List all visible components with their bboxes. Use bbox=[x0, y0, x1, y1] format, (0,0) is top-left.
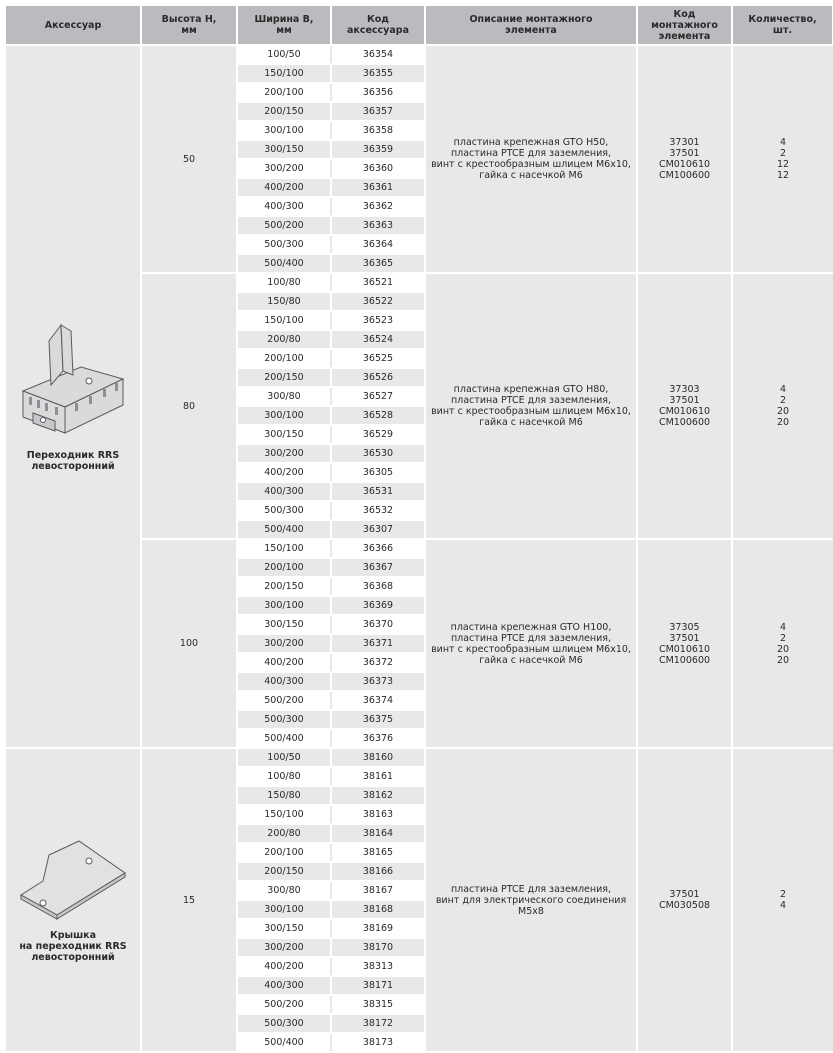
code-cell: 36525 bbox=[331, 349, 425, 368]
code-cell: 36375 bbox=[331, 710, 425, 729]
code-cell: 38170 bbox=[331, 938, 425, 957]
quantities-text: 4 2 20 20 bbox=[776, 384, 790, 428]
description-cell bbox=[425, 45, 637, 273]
width-cell: 500/400 bbox=[237, 1033, 331, 1052]
mount-code-cell bbox=[637, 273, 732, 539]
header-width: Ширина B, мм bbox=[237, 6, 331, 45]
code-cell: 38173 bbox=[331, 1033, 425, 1052]
width-cell: 200/100 bbox=[237, 83, 331, 102]
quantity-cell bbox=[732, 748, 833, 1052]
width-cell: 400/200 bbox=[237, 178, 331, 197]
width-cell: 300/150 bbox=[237, 425, 331, 444]
code-cell: 36371 bbox=[331, 634, 425, 653]
mount-code-cell bbox=[637, 748, 732, 1052]
width-cell: 100/80 bbox=[237, 767, 331, 786]
code-cell: 36359 bbox=[331, 140, 425, 159]
description-cell bbox=[425, 748, 637, 1052]
code-cell: 36369 bbox=[331, 596, 425, 615]
width-cell: 300/150 bbox=[237, 140, 331, 159]
width-cell: 300/100 bbox=[237, 406, 331, 425]
height-cell: 15 bbox=[141, 748, 237, 1052]
code-cell: 38172 bbox=[331, 1014, 425, 1033]
description-text: пластина крепежная GTO H100, пластина PTCE для заземления, винт с крестообразным шлицем M6х10, гайка с насечкой M6 bbox=[431, 621, 631, 666]
quantities-text: 4 2 12 12 bbox=[776, 137, 790, 181]
table-body bbox=[6, 45, 833, 1052]
code-cell: 36368 bbox=[331, 577, 425, 596]
code-cell: 36357 bbox=[331, 102, 425, 121]
code-cell: 38162 bbox=[331, 786, 425, 805]
width-cell: 100/50 bbox=[237, 45, 331, 64]
width-cell: 400/300 bbox=[237, 976, 331, 995]
width-cell: 500/400 bbox=[237, 729, 331, 748]
code-cell: 36305 bbox=[331, 463, 425, 482]
description-text: пластина крепежная GTO H50, пластина PTCE для заземления, винт с крестообразным шлицем M6х10, гайка с насечкой M6 bbox=[431, 137, 631, 181]
width-cell: 500/300 bbox=[237, 235, 331, 254]
code-cell: 38166 bbox=[331, 862, 425, 881]
header-mount-code: Код монтажного элемента bbox=[637, 6, 732, 45]
width-cell: 300/150 bbox=[237, 615, 331, 634]
code-cell: 36366 bbox=[331, 539, 425, 558]
code-cell: 36358 bbox=[331, 121, 425, 140]
width-cell: 200/100 bbox=[237, 558, 331, 577]
code-cell: 38169 bbox=[331, 919, 425, 938]
code-cell: 38160 bbox=[331, 748, 425, 767]
width-cell: 300/80 bbox=[237, 881, 331, 900]
accessory-cell bbox=[6, 45, 141, 748]
width-cell: 400/300 bbox=[237, 197, 331, 216]
code-cell: 36367 bbox=[331, 558, 425, 577]
header-accessory: Аксессуар bbox=[6, 6, 141, 45]
code-cell: 36307 bbox=[331, 520, 425, 539]
header-quantity: Количество, шт. bbox=[732, 6, 833, 45]
width-cell: 500/300 bbox=[237, 710, 331, 729]
width-cell: 200/150 bbox=[237, 577, 331, 596]
description-cell bbox=[425, 539, 637, 748]
width-cell: 500/200 bbox=[237, 691, 331, 710]
code-cell: 36376 bbox=[331, 729, 425, 748]
accessory-cell bbox=[6, 748, 141, 1052]
mount-code-cell bbox=[637, 539, 732, 748]
width-cell: 200/150 bbox=[237, 102, 331, 121]
header-code: Код аксессуара bbox=[331, 6, 425, 45]
description-text: пластина PTCE для заземления, винт для электрического соединения M5х8 bbox=[435, 883, 627, 917]
code-cell: 36532 bbox=[331, 501, 425, 520]
width-cell: 500/400 bbox=[237, 254, 331, 273]
mount-codes-text: 37501 CM030508 bbox=[658, 889, 711, 911]
width-cell: 150/100 bbox=[237, 64, 331, 83]
width-cell: 200/80 bbox=[237, 824, 331, 843]
tee-cover-illustration bbox=[6, 837, 140, 924]
width-cell: 400/300 bbox=[237, 482, 331, 501]
code-cell: 36529 bbox=[331, 425, 425, 444]
width-cell: 100/80 bbox=[237, 273, 331, 292]
width-cell: 300/200 bbox=[237, 634, 331, 653]
code-cell: 36361 bbox=[331, 178, 425, 197]
description-text: пластина крепежная GTO H80, пластина PTCE для заземления, винт с крестообразным шлицем M6х10, гайка с насечкой M6 bbox=[431, 384, 631, 428]
header-row bbox=[6, 6, 833, 45]
code-cell: 36360 bbox=[331, 159, 425, 178]
code-cell: 36355 bbox=[331, 64, 425, 83]
quantities-text: 4 2 20 20 bbox=[776, 621, 790, 666]
description-cell bbox=[425, 273, 637, 539]
quantities-text: 2 4 bbox=[779, 889, 787, 911]
width-cell: 500/300 bbox=[237, 1014, 331, 1033]
table-row bbox=[6, 45, 833, 64]
code-cell: 38167 bbox=[331, 881, 425, 900]
width-cell: 500/300 bbox=[237, 501, 331, 520]
accessory-name: Крышка на переходник RRS левосторонний bbox=[19, 930, 127, 963]
code-cell: 36522 bbox=[331, 292, 425, 311]
width-cell: 500/200 bbox=[237, 995, 331, 1014]
width-cell: 200/100 bbox=[237, 843, 331, 862]
code-cell: 36372 bbox=[331, 653, 425, 672]
code-cell: 36521 bbox=[331, 273, 425, 292]
width-cell: 150/100 bbox=[237, 311, 331, 330]
code-cell: 36527 bbox=[331, 387, 425, 406]
width-cell: 300/200 bbox=[237, 159, 331, 178]
code-cell: 38313 bbox=[331, 957, 425, 976]
width-cell: 300/100 bbox=[237, 596, 331, 615]
header-description: Описание монтажного элемента bbox=[425, 6, 637, 45]
code-cell: 38168 bbox=[331, 900, 425, 919]
quantity-cell bbox=[732, 539, 833, 748]
code-cell: 38164 bbox=[331, 824, 425, 843]
mount-codes-text: 37305 37501 CM010610 CM100600 bbox=[658, 621, 711, 666]
code-cell: 36524 bbox=[331, 330, 425, 349]
width-cell: 200/100 bbox=[237, 349, 331, 368]
height-cell: 80 bbox=[141, 273, 237, 539]
width-cell: 150/80 bbox=[237, 292, 331, 311]
quantity-cell bbox=[732, 273, 833, 539]
code-cell: 36373 bbox=[331, 672, 425, 691]
code-cell: 36526 bbox=[331, 368, 425, 387]
code-cell: 36374 bbox=[331, 691, 425, 710]
width-cell: 200/150 bbox=[237, 368, 331, 387]
accessory-name: Переходник RRS левосторонний bbox=[26, 450, 120, 472]
code-cell: 36370 bbox=[331, 615, 425, 634]
mount-codes-text: 37301 37501 CM010610 CM100600 bbox=[658, 137, 711, 181]
quantity-cell bbox=[732, 45, 833, 273]
width-cell: 300/80 bbox=[237, 387, 331, 406]
code-cell: 38161 bbox=[331, 767, 425, 786]
width-cell: 300/150 bbox=[237, 919, 331, 938]
width-cell: 400/200 bbox=[237, 463, 331, 482]
width-cell: 100/50 bbox=[237, 748, 331, 767]
accessories-table bbox=[6, 6, 833, 1053]
code-cell: 38315 bbox=[331, 995, 425, 1014]
width-cell: 300/100 bbox=[237, 900, 331, 919]
code-cell: 36531 bbox=[331, 482, 425, 501]
width-cell: 200/80 bbox=[237, 330, 331, 349]
code-cell: 38165 bbox=[331, 843, 425, 862]
code-cell: 36364 bbox=[331, 235, 425, 254]
mount-code-cell bbox=[637, 45, 732, 273]
width-cell: 500/200 bbox=[237, 216, 331, 235]
width-cell: 150/100 bbox=[237, 805, 331, 824]
width-cell: 200/150 bbox=[237, 862, 331, 881]
width-cell: 400/200 bbox=[237, 957, 331, 976]
width-cell: 400/200 bbox=[237, 653, 331, 672]
header-height: Высота H, мм bbox=[141, 6, 237, 45]
code-cell: 36356 bbox=[331, 83, 425, 102]
width-cell: 500/400 bbox=[237, 520, 331, 539]
width-cell: 300/200 bbox=[237, 938, 331, 957]
code-cell: 36530 bbox=[331, 444, 425, 463]
code-cell: 36354 bbox=[331, 45, 425, 64]
width-cell: 300/200 bbox=[237, 444, 331, 463]
height-cell: 50 bbox=[141, 45, 237, 273]
width-cell: 400/300 bbox=[237, 672, 331, 691]
code-cell: 38171 bbox=[331, 976, 425, 995]
code-cell: 36523 bbox=[331, 311, 425, 330]
code-cell: 36362 bbox=[331, 197, 425, 216]
width-cell: 150/80 bbox=[237, 786, 331, 805]
code-cell: 36528 bbox=[331, 406, 425, 425]
width-cell: 150/100 bbox=[237, 539, 331, 558]
tee-adapter-illustration bbox=[6, 321, 140, 444]
width-cell: 300/100 bbox=[237, 121, 331, 140]
code-cell: 36363 bbox=[331, 216, 425, 235]
height-cell: 100 bbox=[141, 539, 237, 748]
table-row bbox=[6, 748, 833, 767]
mount-codes-text: 37303 37501 CM010610 CM100600 bbox=[658, 384, 711, 428]
code-cell: 36365 bbox=[331, 254, 425, 273]
code-cell: 38163 bbox=[331, 805, 425, 824]
